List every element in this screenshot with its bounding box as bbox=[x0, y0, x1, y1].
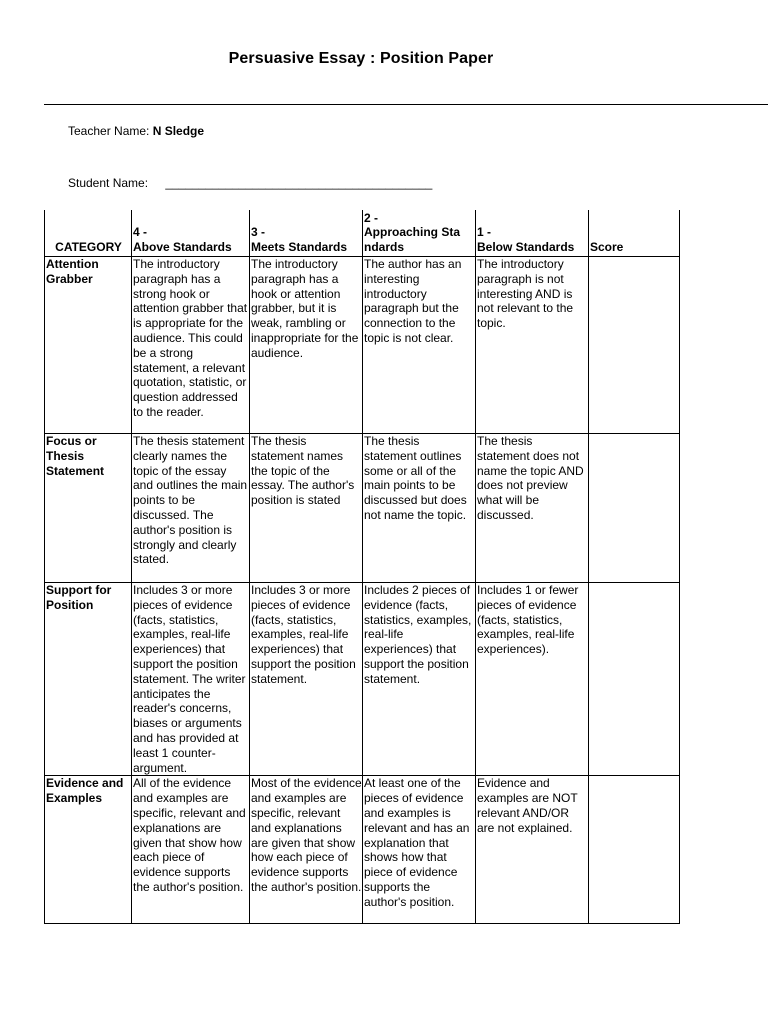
teacher-name-value: N Sledge bbox=[152, 124, 205, 138]
cell-level-2: The thesis statement outlines some or all of the main points to be discussed but does not name the topic. bbox=[363, 434, 476, 583]
rubric-header-row bbox=[45, 210, 680, 257]
cell-level-1: Includes 1 or fewer pieces of evidence (facts, statistics, examples, real-life experiences). bbox=[476, 583, 589, 776]
header-category: CATEGORY bbox=[45, 210, 132, 257]
cell-level-4: The thesis statement clearly names the topic of the essay and outlines the main points to be discussed. The author's position is strongly and clearly stated. bbox=[132, 434, 250, 583]
cell-level-3: Most of the evidence and examples are specific, relevant and explanations are given that show how each piece of evidence supports the author's position. bbox=[250, 776, 363, 924]
cell-level-3: The thesis statement names the topic of the essay. The author's position is stated bbox=[250, 434, 363, 583]
rubric-row-evidence-examples bbox=[45, 776, 680, 924]
cell-score[interactable] bbox=[589, 583, 680, 776]
rubric-row-attention-grabber bbox=[45, 257, 680, 434]
cell-level-2: Includes 2 pieces of evidence (facts, statistics, examples, real-life experiences) that support the position statement. bbox=[363, 583, 476, 776]
cell-level-3: The introductory paragraph has a hook or attention grabber, but it is weak, rambling or inappropriate for the audience. bbox=[250, 257, 363, 434]
rubric-row-focus-thesis bbox=[45, 434, 680, 583]
teacher-name-label: Teacher Name: bbox=[68, 124, 150, 138]
page-title: Persuasive Essay : Position Paper bbox=[228, 50, 494, 67]
teacher-name-line bbox=[68, 124, 204, 138]
student-name-label: Student Name: bbox=[68, 176, 149, 190]
cell-score[interactable] bbox=[589, 776, 680, 924]
row-category: Evidence and Examples bbox=[45, 776, 132, 924]
cell-level-4: All of the evidence and examples are specific, relevant and explanations are given that show how each piece of evidence supports the author's position. bbox=[132, 776, 250, 924]
cell-level-1: The thesis statement does not name the topic AND does not preview what will be discussed. bbox=[476, 434, 589, 583]
header-level-2: 2 - Approaching Sta ndards bbox=[363, 210, 476, 257]
cell-level-1: The introductory paragraph is not interesting AND is not relevant to the topic. bbox=[476, 257, 589, 434]
header-level-1: 1 - Below Standards bbox=[476, 210, 589, 257]
cell-score[interactable] bbox=[589, 257, 680, 434]
rubric-table bbox=[44, 210, 680, 924]
title-divider bbox=[44, 104, 768, 105]
header-level-3: 3 - Meets Standards bbox=[250, 210, 363, 257]
cell-score[interactable] bbox=[589, 434, 680, 583]
cell-level-4: Includes 3 or more pieces of evidence (facts, statistics, examples, real-life experiences) that support the position statement. The writer anticipates the reader's concerns, biases or arguments and has provided at least 1 counter-argument. bbox=[132, 583, 250, 776]
cell-level-3: Includes 3 or more pieces of evidence (facts, statistics, examples, real-life experiences) that support the position statement. bbox=[250, 583, 363, 776]
cell-level-2: At least one of the pieces of evidence and examples is relevant and has an explanation that shows how that piece of evidence supports the author's position. bbox=[363, 776, 476, 924]
row-category: Attention Grabber bbox=[45, 257, 132, 434]
cell-level-4: The introductory paragraph has a strong hook or attention grabber that is appropriate for the audience. This could be a strong statement, a relevant quotation, statistic, or question addressed to the reader. bbox=[132, 257, 250, 434]
header-level-4: 4 - Above Standards bbox=[132, 210, 250, 257]
student-name-blank[interactable]: ________________________________________ bbox=[165, 176, 433, 190]
cell-level-2: The author has an interesting introductory paragraph but the connection to the topic is not clear. bbox=[363, 257, 476, 434]
header-score: Score bbox=[589, 210, 680, 257]
cell-level-1: Evidence and examples are NOT relevant AND/OR are not explained. bbox=[476, 776, 589, 924]
student-name-line bbox=[68, 176, 432, 190]
rubric-row-support-position bbox=[45, 583, 680, 776]
row-category: Focus or Thesis Statement bbox=[45, 434, 132, 583]
row-category: Support for Position bbox=[45, 583, 132, 776]
